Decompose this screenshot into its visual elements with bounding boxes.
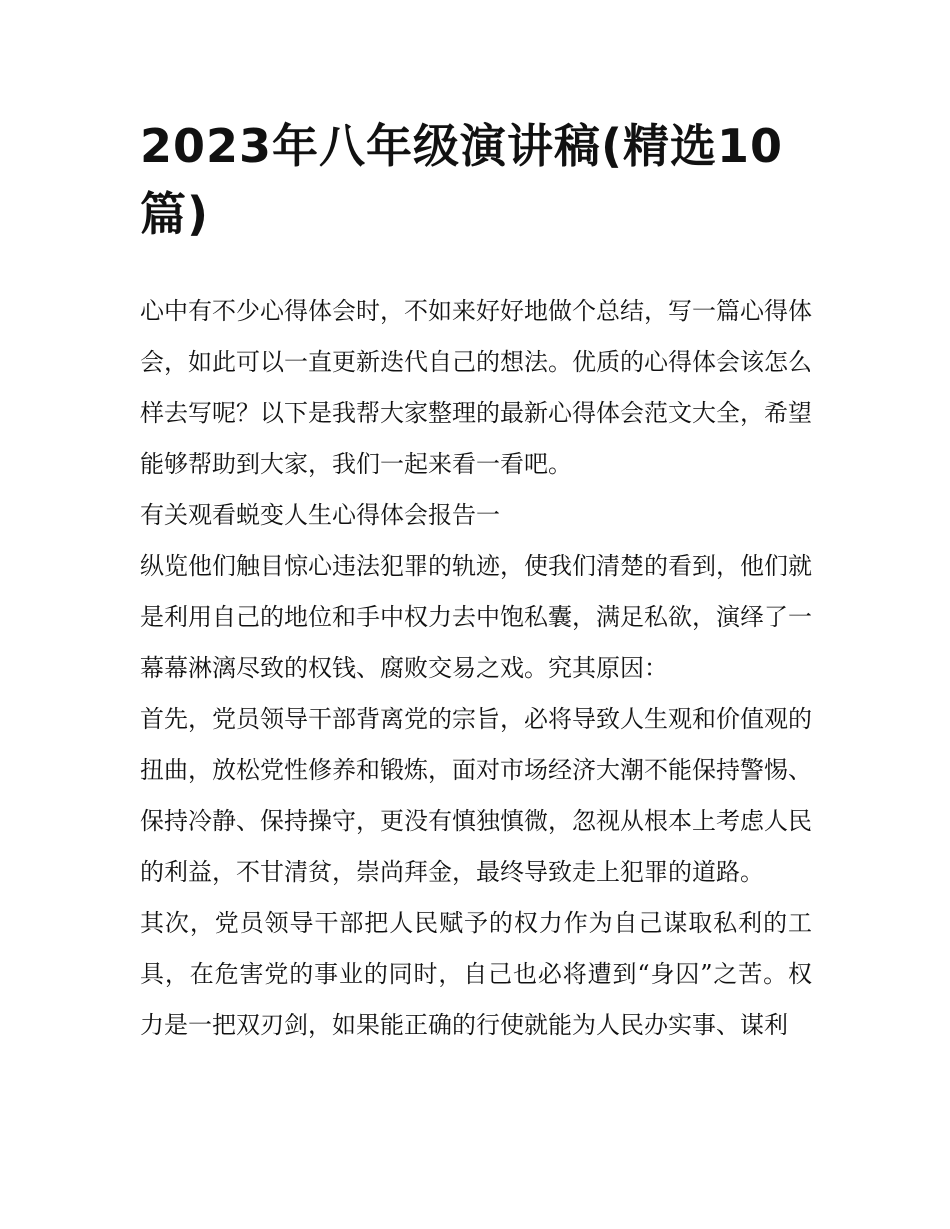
- paragraph-body-3: 其次，党员领导干部把人民赋予的权力作为自己谋取私利的工具，在危害党的事业的同时，自己也必将遭到“身囚”之苦。权力是一把双刃剑，如果能正确的行使就能为人民办实事、谋利: [140, 909, 812, 1039]
- document-title: 2023年八年级演讲稿(精选10篇): [140, 119, 784, 241]
- paragraph-body-2: 首先，党员领导干部背离党的宗旨，必将导致人生观和价值观的扭曲，放松党性修养和锻炼，面对市场经济大潮不能保持警惕、保持冷静、保持操守，更没有慎独慎微，忽视从根本上考虑人民的利益，不甘清贫，崇尚拜金，最终导致走上犯罪的道路。: [140, 705, 812, 886]
- paragraph-intro: 心中有不少心得体会时，不如来好好地做个总结，写一篇心得体会，如此可以一直更新迭代自己的想法。优质的心得体会该怎么样去写呢？以下是我帮大家整理的最新心得体会范文大全，希望能够帮助到大家，我们一起来看一看吧。: [140, 297, 812, 478]
- paragraph-body-1: 纵览他们触目惊心违法犯罪的轨迹，使我们清楚的看到，他们就是利用自己的地位和手中权力去中饱私囊，满足私欲，演绎了一幕幕淋漓尽致的权钱、腐败交易之戏。究其原因：: [140, 552, 812, 682]
- paragraph-heading: 有关观看蜕变人生心得体会报告一: [140, 501, 500, 529]
